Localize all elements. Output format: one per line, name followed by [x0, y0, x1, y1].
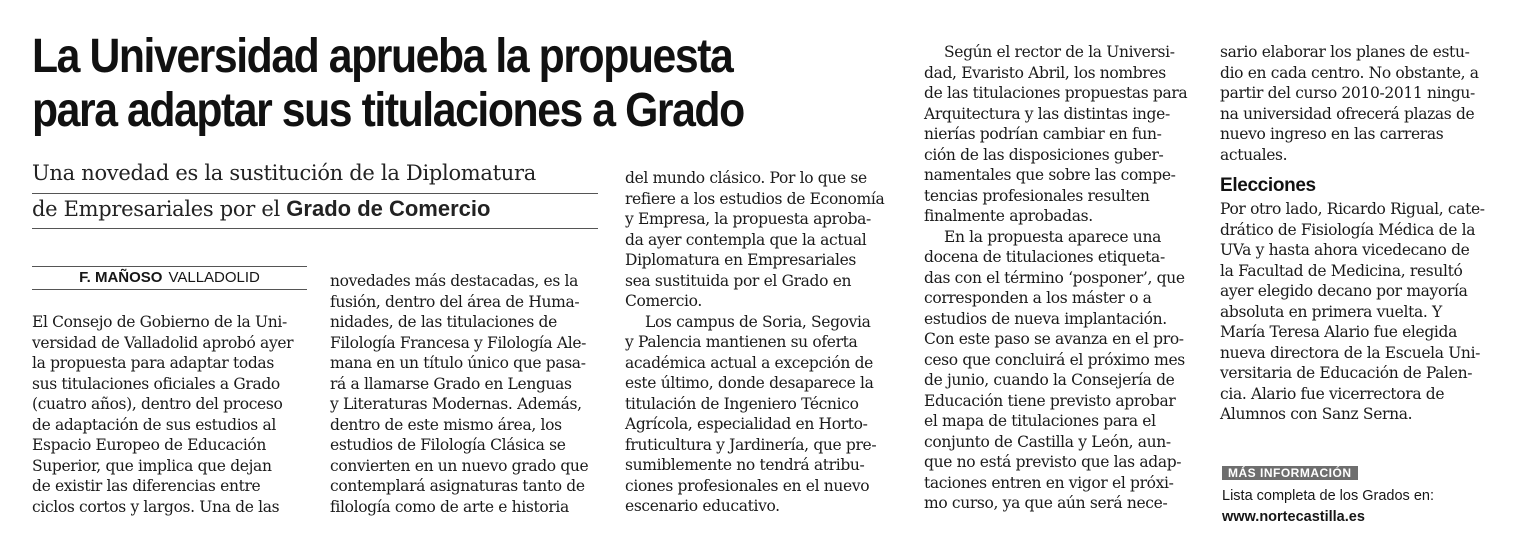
text-line: na universidad ofrecerá plazas de: [1220, 104, 1475, 123]
text-line: drático de Fisiología Médica de la: [1220, 220, 1476, 239]
text-line: y Empresa, la propuesta aproba-: [625, 210, 871, 228]
text-line: refiere a los estudios de Economía: [625, 189, 885, 208]
text-line: del mundo clásico. Por lo que se: [625, 169, 867, 187]
column-3-paragraph-2: [625, 312, 897, 517]
article-column-5: [1220, 42, 1485, 425]
text-line: Diplomatura en Empresariales: [625, 251, 857, 269]
text-line: sumiblemente no tendrá atribu-: [625, 456, 865, 474]
text-line: das con el término ‘posponer’, que: [924, 268, 1185, 287]
text-line: y Literaturas Modernas. Además,: [330, 395, 582, 413]
text-line: ceso que concluirá el próximo mes: [924, 350, 1185, 369]
subhead-rule: [32, 193, 598, 194]
text-line: Comercio.: [625, 292, 702, 310]
text-line: Superior, que implica que dejan: [32, 456, 272, 475]
headline-line: La Universidad aprueba la propuesta: [32, 30, 733, 83]
text-line: María Teresa Alario fue elegida: [1220, 323, 1457, 341]
text-line: nueva directora de la Escuela Uni-: [1220, 343, 1481, 362]
text-line: Con este paso se avanza en el pro-: [924, 330, 1184, 348]
column-2-lines: [330, 271, 598, 517]
text-line: UVa y hasta ahora vicedecano de: [1220, 241, 1470, 259]
text-line: este último, donde desaparece la: [625, 374, 874, 392]
text-line: namentales que sobre las compe-: [924, 166, 1176, 184]
text-line: novedades más destacadas, es la: [330, 272, 579, 290]
headline-line: para adaptar sus titulaciones a Grado: [32, 84, 744, 137]
article-column-1: [32, 312, 307, 517]
column-3-paragraph-1: [625, 168, 897, 312]
text-line: da ayer contempla que la actual: [625, 230, 867, 249]
byline-author: F. MAÑOSO: [79, 269, 163, 286]
text-line: y Palencia mantienen su oferta: [625, 333, 858, 351]
column-5-paragraph-2: [1220, 199, 1485, 425]
text-line: Alumnos con Sanz Serna.: [1220, 405, 1413, 423]
text-line: Filología Francesa y Filología Ale-: [330, 333, 587, 352]
text-line: finalmente aprobadas.: [924, 207, 1093, 225]
byline: [32, 266, 307, 290]
column-4-paragraph-2: [924, 227, 1192, 514]
text-line: Agrícola, especialidad en Horto-: [625, 415, 868, 433]
text-line: versidad de Valladolid aprobó ayer: [32, 333, 294, 352]
column-4-paragraph-1: [924, 42, 1192, 227]
text-line: sea sustituida por el Grado en: [625, 271, 852, 290]
text-line: académica actual a excepción de: [625, 353, 874, 372]
text-line: contemplará asignaturas tanto de: [330, 477, 585, 495]
text-line: absoluta en primera vuelta. Y: [1220, 302, 1442, 321]
text-line: de junio, cuando la Consejería de: [924, 371, 1175, 389]
article-column-3: [625, 168, 897, 517]
text-line: nierías podrían cambiar en fun-: [924, 125, 1162, 143]
subhead-line-2: [32, 191, 490, 227]
more-info-link[interactable]: www.nortecastilla.es: [1222, 509, 1365, 525]
text-line: versitaria de Educación de Palen-: [1220, 364, 1473, 382]
text-line: nidades, de las titulaciones de: [330, 313, 557, 331]
text-line: la Facultad de Medicina, resultó: [1220, 261, 1463, 280]
text-line: conjunto de Castilla y León, aun-: [924, 432, 1171, 451]
text-line: dio en cada centro. No obstante, a: [1220, 63, 1479, 82]
more-info-text: Lista completa de los Grados en:: [1222, 488, 1434, 504]
text-line: Espacio Europeo de Educación: [32, 436, 267, 454]
text-line: filología como de arte e historia: [330, 497, 569, 516]
subhead-bold: Grado de Comercio: [286, 196, 491, 221]
text-line: Por otro lado, Ricardo Rigual, cate-: [1220, 200, 1485, 218]
text-line: fusión, dentro del área de Huma-: [330, 292, 580, 311]
byline-location: VALLADOLID: [168, 269, 260, 286]
text-line: estudios de nueva implantación.: [924, 309, 1167, 328]
text-line: (cuatro años), dentro del proceso: [32, 395, 283, 413]
text-line: ayer elegido decano por mayoría: [1220, 282, 1468, 300]
text-line: taciones entren en vigor el próxi-: [924, 473, 1174, 492]
subhead-line-2-prefix: de Empresariales por el: [32, 197, 287, 221]
text-line: fruticultura y Jardinería, que pre-: [625, 435, 877, 454]
text-line: la propuesta para adaptar todas: [32, 354, 274, 372]
text-line: estudios de Filología Clásica se: [330, 436, 566, 454]
text-line: sus titulaciones oficiales a Grado: [32, 374, 280, 393]
text-line: de existir las diferencias entre: [32, 477, 261, 495]
text-line: partir del curso 2010-2011 ningu-: [1220, 84, 1475, 102]
text-line: ciclos cortos y largos. Una de las: [32, 497, 280, 516]
article-column-2: [330, 271, 598, 517]
text-line: mana en un título único que pasa-: [330, 354, 586, 372]
text-line: Según el rector de la Universi-: [944, 43, 1175, 61]
text-line: Educación tiene previsto aprobar: [924, 391, 1176, 410]
text-line: mo curso, ya que aún será nece-: [924, 494, 1168, 512]
text-line: docena de titulaciones etiqueta-: [924, 248, 1165, 266]
text-line: titulación de Ingeniero Técnico: [625, 394, 859, 413]
text-line: ciones profesionales en el nuevo: [625, 476, 870, 495]
subheadline: [32, 156, 598, 227]
text-line: de las titulaciones propuestas para: [924, 84, 1188, 102]
text-line: escenario educativo.: [625, 497, 780, 515]
text-line: convierten en un nuevo grado que: [330, 456, 589, 475]
more-info-label: MÁS INFORMACIÓN: [1222, 466, 1358, 480]
subhead-line-1: Una novedad es la sustitución de la Diplomatura: [32, 161, 536, 185]
article-column-4: [924, 42, 1192, 514]
text-line: corresponden a los máster o a: [924, 289, 1152, 307]
text-line: nuevo ingreso en las carreras: [1220, 125, 1444, 143]
text-line: sario elaborar los planes de estu-: [1220, 43, 1470, 61]
text-line: El Consejo de Gobierno de la Uni-: [32, 313, 287, 331]
headline: [32, 30, 762, 138]
text-line: que no está previsto que las adap-: [924, 453, 1182, 471]
text-line: En la propuesta aparece una: [944, 227, 1161, 246]
text-line: dad, Evaristo Abril, los nombres: [924, 63, 1166, 82]
text-line: tencias profesionales resulten: [924, 186, 1150, 205]
more-info-box: [1222, 486, 1434, 528]
text-line: actuales.: [1220, 145, 1288, 164]
text-line: de adaptación de sus estudios al: [32, 415, 276, 434]
section-heading-elecciones: Elecciones: [1220, 175, 1316, 196]
text-line: dentro de este mismo área, los: [330, 415, 562, 434]
text-line: cia. Alario fue vicerrectora de: [1220, 384, 1445, 403]
text-line: Arquitectura y las distintas inge-: [924, 104, 1170, 123]
text-line: rá a llamarse Grado en Lenguas: [330, 374, 572, 393]
text-line: el mapa de titulaciones para el: [924, 412, 1156, 430]
column-1-lines: [32, 312, 307, 517]
column-5-paragraph-1: [1220, 42, 1485, 165]
subhead-rule-bottom: [32, 228, 598, 229]
text-line: ción de las disposiciones guber-: [924, 145, 1164, 164]
text-line: Los campus de Soria, Segovia: [645, 312, 871, 331]
